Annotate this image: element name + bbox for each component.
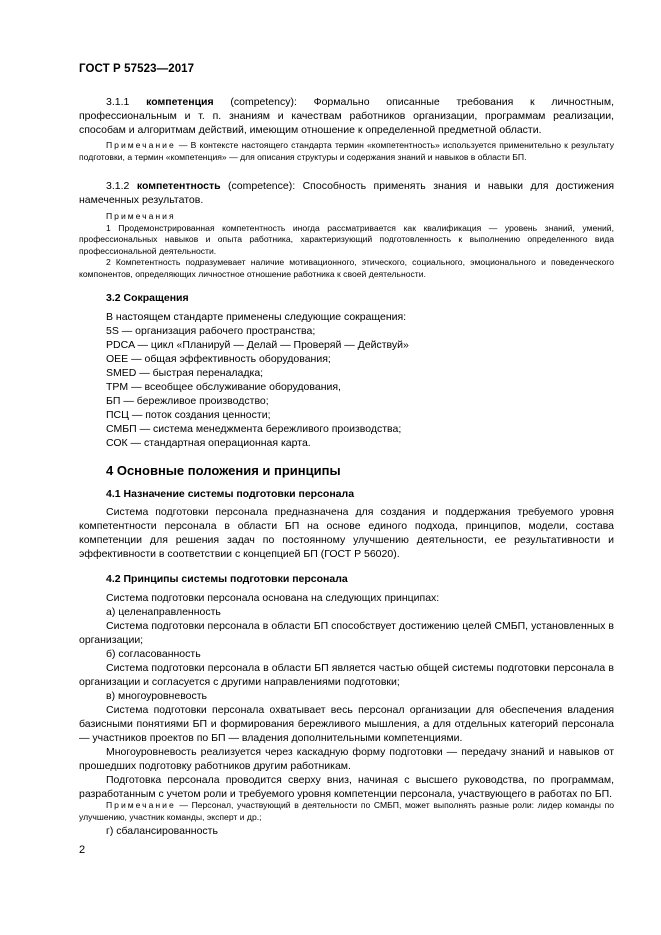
note-item: 1 Продемонстрированная компетентность иногда рассматривается как квалификация — уровень знаний, умений, профессиональных навыков и опыта работника, характеризующий подготовленность к выполнению определенного вида профессиональной деятельности. xyxy=(79,222,614,256)
term-text: (competency): Формально описанные требования к личностным, профессиональным и т. п. знаниям и качествам работников организации, программам реализации, способам и алгоритмам действий, имеющим отношение к определенной предметной области. xyxy=(79,96,614,136)
abbreviations-list xyxy=(79,310,614,450)
note-item: 2 Компетентность подразумевает наличие мотивационного, этического, социального, эмоционального и поведенческого компонентов, определяющих личностное отношение работника к своей деятельности. xyxy=(79,257,614,279)
note-text: — В контексте настоящего стандарта термин «компетентность» используется применительно к результату подготовки, а термин «компетенция» — для описания структуры и содержания знаний и навыков в области БП. xyxy=(79,140,614,162)
term-number: 3.1.1 xyxy=(106,96,130,108)
term-name: компетентность xyxy=(136,180,221,192)
note-roles xyxy=(79,800,614,823)
notes-competence xyxy=(79,211,614,280)
principle-text: Система подготовки персонала в области БП способствует достижению целей СМБП, установленных в организации; xyxy=(79,620,614,646)
section-4-2-body xyxy=(79,591,614,801)
section-4-title: 4 Основные положения и принципы xyxy=(106,463,341,478)
term-name: компетенция xyxy=(146,96,214,108)
list-item: 5S — организация рабочего пространства; xyxy=(106,325,316,337)
note-label: Примечание xyxy=(106,800,176,810)
principle-text: Многоуровневость реализуется через каскадную форму подготовки — передачу знаний и навыков от прошедших подготовку работников другим работникам. xyxy=(79,746,614,772)
note-text: — Персонал, участвующий в деятельности по СМБП, может выполнять разные роли: лидер команды по улучшению, участник команды, эксперт и др.; xyxy=(79,800,614,822)
principle-label: в) многоуровневость xyxy=(106,690,208,702)
definition-competence xyxy=(79,179,614,207)
list-item: PDCA — цикл «Планируй — Делай — Проверяй — Действуй» xyxy=(106,339,409,351)
list-item: БП — бережливое производство; xyxy=(106,395,269,407)
list-item: SMED — быстрая переналадка; xyxy=(106,367,264,379)
section-4-1-text: Система подготовки персонала предназначена для создания и поддержания требуемого уровня компетентности персонала в области БП на основе единого подхода, принципов, модели, состава компетенции для решения задач по постоянному улучшению деятельности, ее результативности и эффективности в соответствии с концепцией БП (ГОСТ Р 56020). xyxy=(79,506,614,560)
principle-label: а) целенаправленность xyxy=(106,606,221,618)
term-number: 3.1.2 xyxy=(106,180,130,192)
list-item: СМБП — система менеджмента бережливого производства; xyxy=(106,423,402,435)
list-item: OEE — общая эффективность оборудования; xyxy=(106,353,331,365)
section-4-1-title: 4.1 Назначение системы подготовки персонала xyxy=(106,488,355,500)
notes-label: Примечания xyxy=(106,211,176,221)
list-item: СОК — стандартная операционная карта. xyxy=(106,437,311,449)
list-item: ПСЦ — поток создания ценности; xyxy=(106,409,271,421)
principle-label: г) сбалансированность xyxy=(106,825,218,837)
definition-competency xyxy=(79,95,614,137)
standard-header: ГОСТ Р 57523—2017 xyxy=(79,63,195,75)
principle-label: б) согласованность xyxy=(106,648,201,660)
section-3-2-title: 3.2 Сокращения xyxy=(106,292,189,304)
note-competency xyxy=(79,140,614,163)
list-item: TPM — всеобщее обслуживание оборудования, xyxy=(106,381,341,393)
principle-text: Подготовка персонала проводится сверху вниз, начиная с высшего руководства, по программам, разработанным с учетом роли и требуемого уровня компетенции персонала, участвующего в работах по БП. xyxy=(79,774,614,800)
principle-text: Система подготовки персонала охватывает весь персонал организации для обеспечения владения базисными понятиями БП и формирования бережливого мышления, а для отдельных категорий персонала — участников проектов по БП — владения дополнительными компетенциями. xyxy=(79,704,614,744)
note-label: Примечание xyxy=(106,140,176,150)
principle-text: Система подготовки персонала в области БП является частью общей системы подготовки персонала в организации и согласуется с другими направлениями подготовки; xyxy=(79,662,614,688)
abbreviations-intro: В настоящем стандарте применены следующие сокращения: xyxy=(106,311,407,323)
section-4-2-title: 4.2 Принципы системы подготовки персонала xyxy=(106,573,348,585)
principles-intro: Система подготовки персонала основана на следующих принципах: xyxy=(106,592,440,604)
page-number: 2 xyxy=(79,844,86,856)
term-text: (competence): Способность применять знания и навыки для достижения намеченных результатов. xyxy=(79,180,615,206)
